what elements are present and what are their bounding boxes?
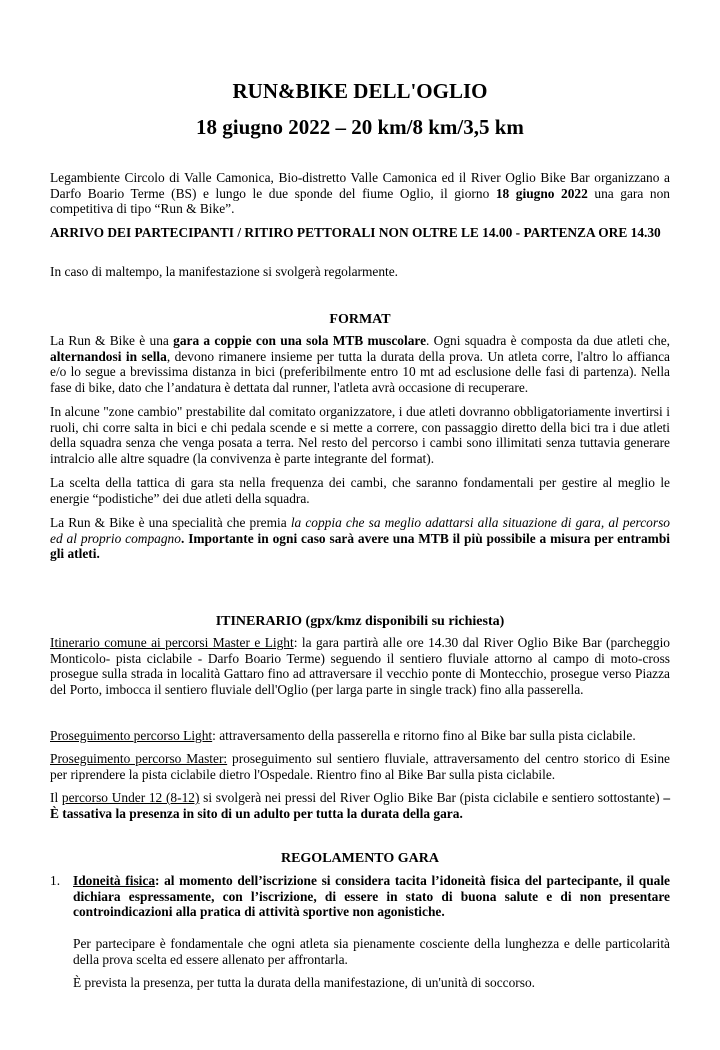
itinerario-paragraph-master: Proseguimento percorso Master: proseguimento sul sentiero fluviale, attraversamento del centro storico di Esine per riprendere la pista ciclabile dietro l'Ospedale. Rientro fino al Bike Bar sulla pista ciclabile. [50,751,670,782]
itinerario-paragraph-under12: Il percorso Under 12 (8-12) si svolgerà nei pressi del River Oglio Bike Bar (pista ciclabile e sentiero sottostante) – È tassativa la presenza in sito di un adulto per tutta la durata della gara. [50,790,671,821]
document-subtitle: 18 giugno 2022 – 20 km/8 km/3,5 km [196,115,524,139]
document-title: RUN&BIKE DELL'OGLIO [232,79,488,103]
format-paragraph-1: La Run & Bike è una gara a coppie con una sola MTB muscolare. Ogni squadra è composta da due atleti che, alternandosi in sella, devono rimanere insieme per tutta la durata della prova. Un atleta corre, l'altro lo affianca e/o lo segue a brevissima distanza in bici (preferibilmente entro 10 mt ad esclusione delle fasi di partenza). Nella fase di bike, dato che l’andatura è dettata dal runner, l'atleta avrà occasione di recuperare. [50,333,670,395]
document-title-block [50,77,670,105]
regolamento-item-1-paragraph-3: È prevista la presenza, per tutta la durata della manifestazione, di un'unità di soccorso. [73,975,535,990]
regolamento-item-1-paragraph-2: Per partecipare è fondamentale che ogni atleta sia pienamente cosciente della lunghezza e delle particolarità della prova scelta ed essere allenato per affrontarla. [73,936,670,967]
itinerario-paragraph-common: Itinerario comune ai percorsi Master e Light: la gara partirà alle ore 14.30 dal River Oglio Bike Bar (parcheggio Monticolo- pista ciclabile - Darfo Boario Terme) seguendo il sentiero fluviale attorno al campo di moto-cross prosegue sulla strada in località Gattaro fino ad attraversare il vecchio ponte di Montecchio, prosegue verso Piazza del Porto, imbocca il sentiero fluviale dell'Oglio (per larga parte in single track) fino alla passerella. [50,635,670,697]
arrival-notice: ARRIVO DEI PARTECIPANTI / RITIRO PETTORALI NON OLTRE LE 14.00 - PARTENZA ORE 14.30 [50,225,661,240]
format-heading: FORMAT [329,312,391,327]
weather-notice: In caso di maltempo, la manifestazione si svolgerà regolarmente. [50,264,399,279]
itinerario-heading: ITINERARIO (gpx/kmz disponibili su richiesta) [215,614,505,629]
format-paragraph-2: In alcune "zone cambio" prestabilite dal comitato organizzatore, i due atleti dovranno obbligatoriamente invertirsi i ruoli, chi corre salta in bici e chi pedala scende e si mette a correre, con passaggio diretto della bici tra i due atleti della squadra senza che venga posata a terra. Nel resto del percorso i cambi sono illimitati senza tuttavia generare intralcio alle altre squadre (la convivenza è parte integrante del format). [50,404,670,466]
intro-paragraph: Legambiente Circolo di Valle Camonica, Bio-distretto Valle Camonica ed il River Oglio Bike Bar organizzano a Darfo Boario Terme (BS) e lungo le due sponde del fiume Oglio, il giorno 18 giugno 2022 una gara non competitiva di tipo “Run & Bike”. [50,170,670,217]
regolamento-item-1: 1. Idoneità fisica: al momento dell’iscrizione si considera tacita l’idoneità fisica del partecipante, il quale dichiara espressamente, con l’iscrizione, di essere in stato di buona salute e di non presentare controindicazioni alla pratica di attività sportive non agonistiche. [50,873,671,920]
list-number: 1. [50,873,61,888]
event-date: 18 giugno 2022 [495,185,588,201]
format-paragraph-3: La scelta della tattica di gara sta nella frequenza dei cambi, che saranno fondamentali per gestire al meglio le energie “podistiche” dei due atleti della squadra. [50,475,670,506]
regolamento-heading: REGOLAMENTO GARA [280,851,440,866]
document-subtitle-block [50,113,670,141]
itinerario-paragraph-light: Proseguimento percorso Light: attraversamento della passerella e ritorno fino al Bike bar sulla pista ciclabile. [50,728,636,743]
format-paragraph-4: La Run & Bike è una specialità che premia la coppia che sa meglio adattarsi alla situazione di gara, al percorso ed al proprio compagno. Importante in ogni caso sarà avere una MTB il più possibile a misura per entrambi gli atleti. [50,515,670,562]
